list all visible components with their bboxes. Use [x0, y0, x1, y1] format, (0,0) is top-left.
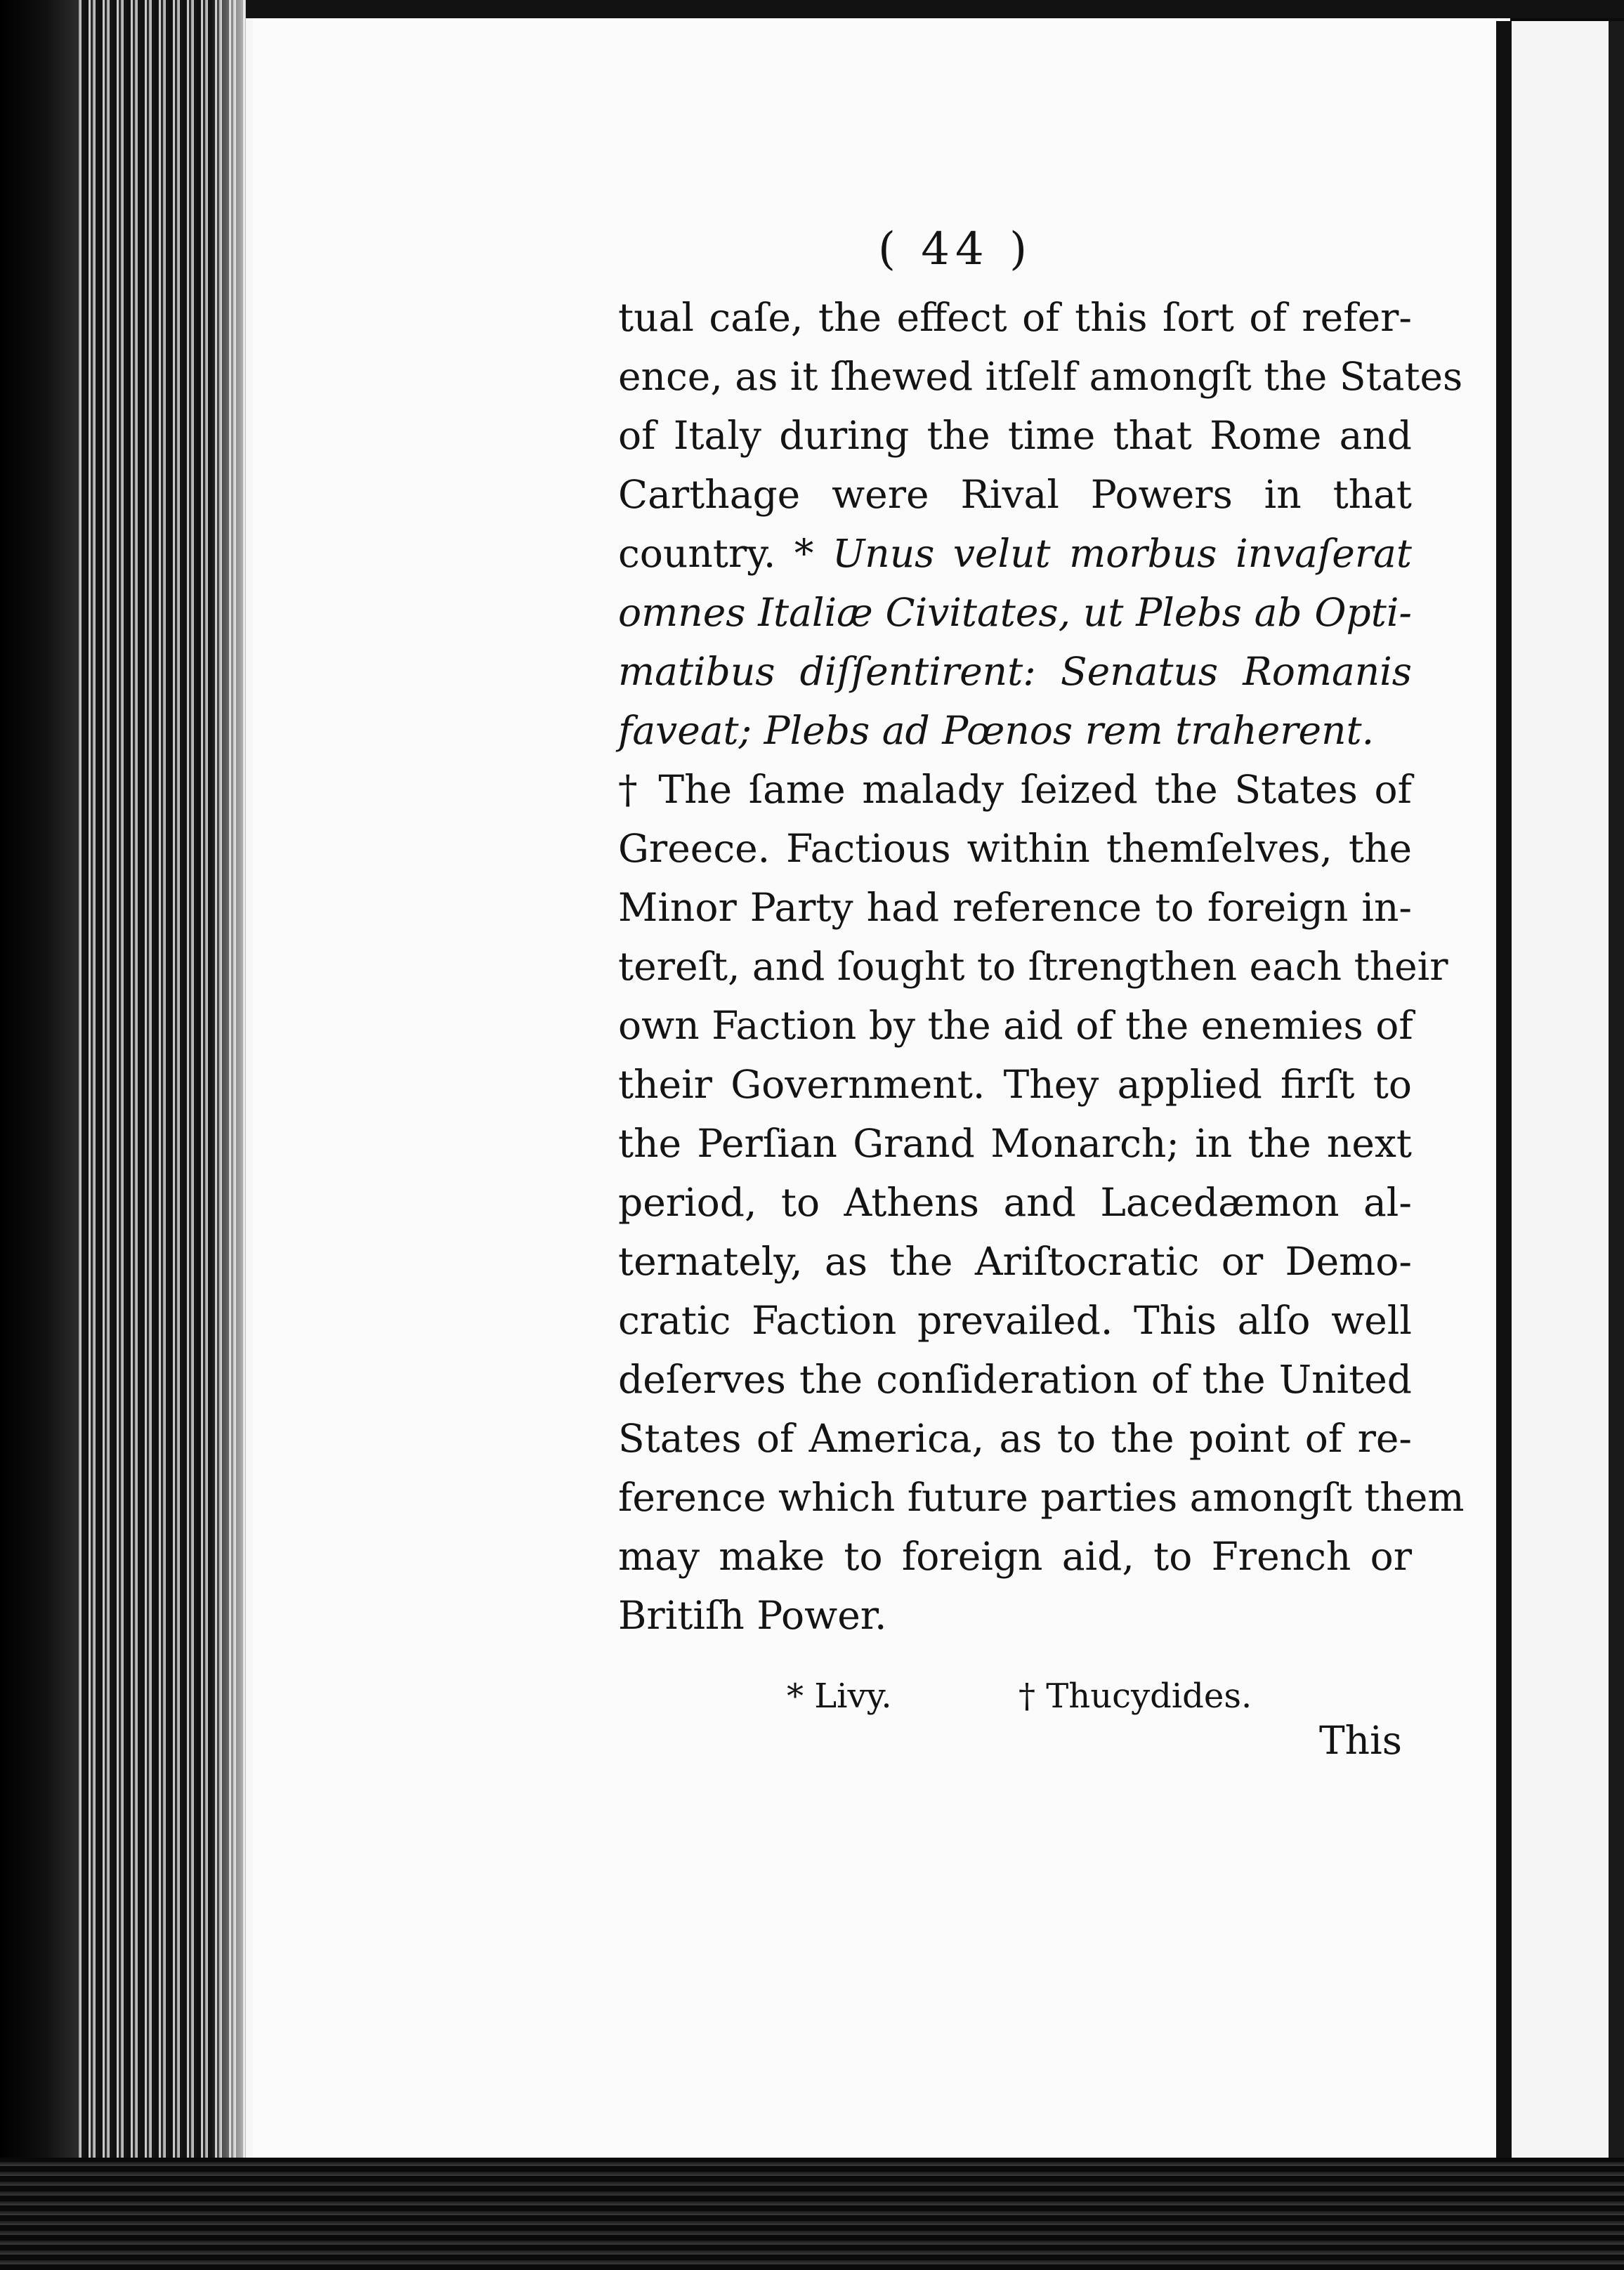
text-line: the Perſian Grand Monarch; in the next [618, 1121, 1412, 1166]
catchword: This [1319, 1718, 1402, 1763]
text-line: their Government. They applied firſt to [618, 1062, 1412, 1107]
text-line: period, to Athens and Lacedæmon al- [618, 1180, 1412, 1225]
facing-page-strip [1512, 21, 1624, 2170]
right-page-edge [1496, 21, 1512, 2163]
text-line: of Italy during the time that Rome and [618, 413, 1412, 458]
text-line: may make to foreign aid, to French or [618, 1534, 1412, 1579]
gutter-fade [211, 0, 253, 2270]
text-line [618, 524, 1412, 583]
text-line: † The ſame malady ſeized the States of [618, 767, 1412, 812]
facing-page-edge [1609, 21, 1624, 2170]
text-line-italic: Unus velut morbus invaſerat [832, 531, 1413, 576]
text-line: Greece. Factious within themſelves, the [618, 826, 1412, 871]
text-line: own Faction by the aid of the enemies of [618, 1003, 1413, 1048]
text-line: faveat; Plebs ad Pœnos rem traherent. [618, 708, 1375, 753]
page-text [618, 223, 1465, 1645]
text-line: ence, as it ſhewed itſelf amongſt the States [618, 354, 1463, 399]
text-line: ternately, as the Ariſtocratic or Demo- [618, 1239, 1412, 1284]
text-line: cratic Faction prevailed. This alſo well [618, 1298, 1412, 1343]
text-line: States of America, as to the point of re- [618, 1416, 1412, 1461]
text-line: ference which future parties amongſt them [618, 1475, 1465, 1520]
body-lines [618, 288, 1465, 1645]
top-border [246, 0, 1624, 18]
text-line: Minor Party had reference to foreign in- [618, 885, 1412, 930]
text-line: matibus diſſentirent: Senatus Romanis [618, 649, 1412, 694]
footnote-thucydides: † Thucydides. [1019, 1677, 1252, 1716]
page-number: ( 44 ) [877, 223, 1033, 275]
bottom-border [0, 2158, 1624, 2270]
text-line: omnes Italiæ Civitates, ut Plebs ab Opti- [618, 590, 1412, 635]
binding-shadow [0, 0, 77, 2270]
footnote-livy: * Livy. [787, 1677, 892, 1716]
text-line: Britiſh Power. [618, 1593, 887, 1638]
text-line: Carthage were Rival Powers in that [618, 472, 1412, 517]
text-line-roman: country. * [618, 531, 832, 576]
text-line: tual caſe, the effect of this ſort of refer- [618, 295, 1412, 340]
text-line: deſerves the conſideration of the United [618, 1357, 1412, 1402]
text-line: tereſt, and ſought to ſtrengthen each their [618, 944, 1448, 989]
